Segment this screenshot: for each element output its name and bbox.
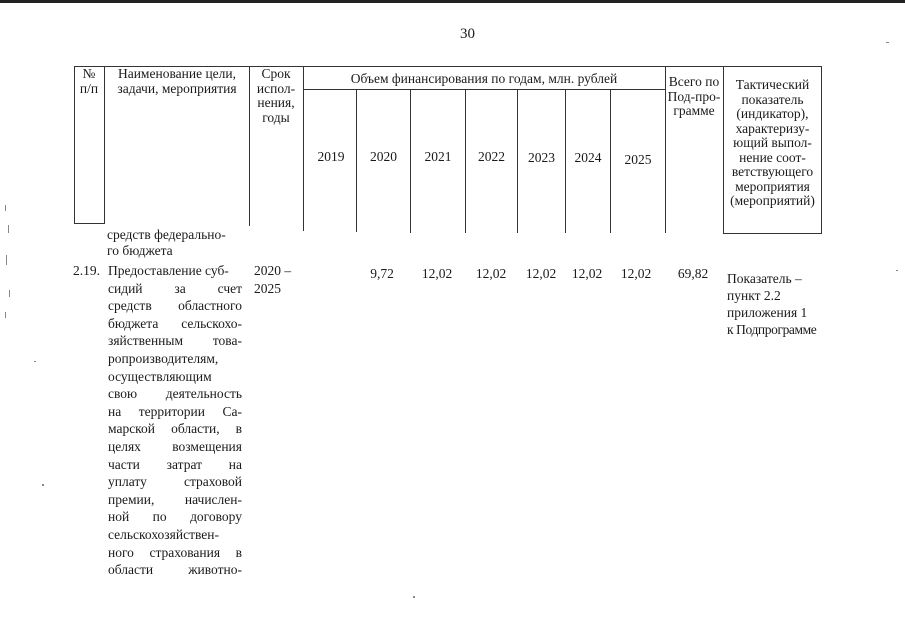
header-term: Срок испол-нения, годы [256, 66, 296, 125]
header-year-2024: 2024 [574, 150, 602, 165]
header-year-2025: 2025 [624, 152, 652, 167]
row-name-line: осуществляющим [108, 368, 212, 384]
value-2025: 12,02 [620, 266, 652, 281]
value-2021: 12,02 [421, 266, 453, 281]
value-2020: 9,72 [370, 266, 394, 281]
row-number: 2.19. [73, 263, 100, 278]
row-name-line: средств областного [108, 298, 242, 314]
value-2023: 12,02 [525, 266, 557, 281]
page-number: 30 [460, 26, 475, 42]
header-year-2021: 2021 [424, 149, 452, 164]
row-name-line: бюджета сельскохо- [108, 315, 242, 331]
row-name-line: целях возмещения [108, 438, 242, 454]
row-name-line: части затрат на [108, 456, 242, 472]
row-name [108, 262, 242, 579]
row-name-line: сельскохозяйствен- [108, 526, 219, 542]
header-year-2023: 2023 [528, 150, 555, 165]
row-name-line: зяйственным това- [108, 333, 242, 349]
header-indicator: Тактический показатель (индикатор), характеризу-ющий выпол-нение соот-ветствующего мероприятия (мероприятий) [730, 77, 815, 208]
continuation-text: средств федерально- го бюджета [107, 227, 226, 258]
header-funding: Объем финансирования по годам, млн. рублей [350, 71, 618, 86]
row-name-line: свою деятельность [108, 386, 242, 402]
header-year-2019: 2019 [317, 149, 345, 164]
row-name-line: уплату страховой [108, 474, 242, 490]
value-2022: 12,02 [475, 266, 507, 281]
value-total: 69,82 [677, 266, 709, 281]
row-name-line: марской области, в [108, 421, 242, 437]
value-2024: 12,02 [571, 266, 603, 281]
row-name-line: ной по договору [108, 509, 242, 525]
header-year-2022: 2022 [478, 149, 505, 164]
row-name-line: сидий за счет [108, 280, 242, 296]
row-name-line: ропроизводителям, [108, 350, 219, 366]
row-name-line: на территории Са- [108, 403, 242, 419]
row-name-line: премии, начислен- [108, 491, 242, 507]
row-term: 2020 – 2025 [254, 263, 292, 296]
header-total: Всего по Под-про-грамме [667, 74, 721, 118]
row-indicator: Показатель – пункт 2.2 приложения 1 к Подпрограмме [727, 271, 817, 337]
header-name: Наименование цели, задачи, мероприятия [117, 66, 237, 96]
header-number: № п/п [79, 66, 99, 96]
header-year-2020: 2020 [370, 149, 397, 164]
row-name-line: Предоставление суб- [108, 263, 229, 278]
page-top-border [0, 0, 905, 3]
row-name-line: области животно- [108, 562, 242, 578]
row-name-line: ного страхования в [108, 544, 242, 560]
